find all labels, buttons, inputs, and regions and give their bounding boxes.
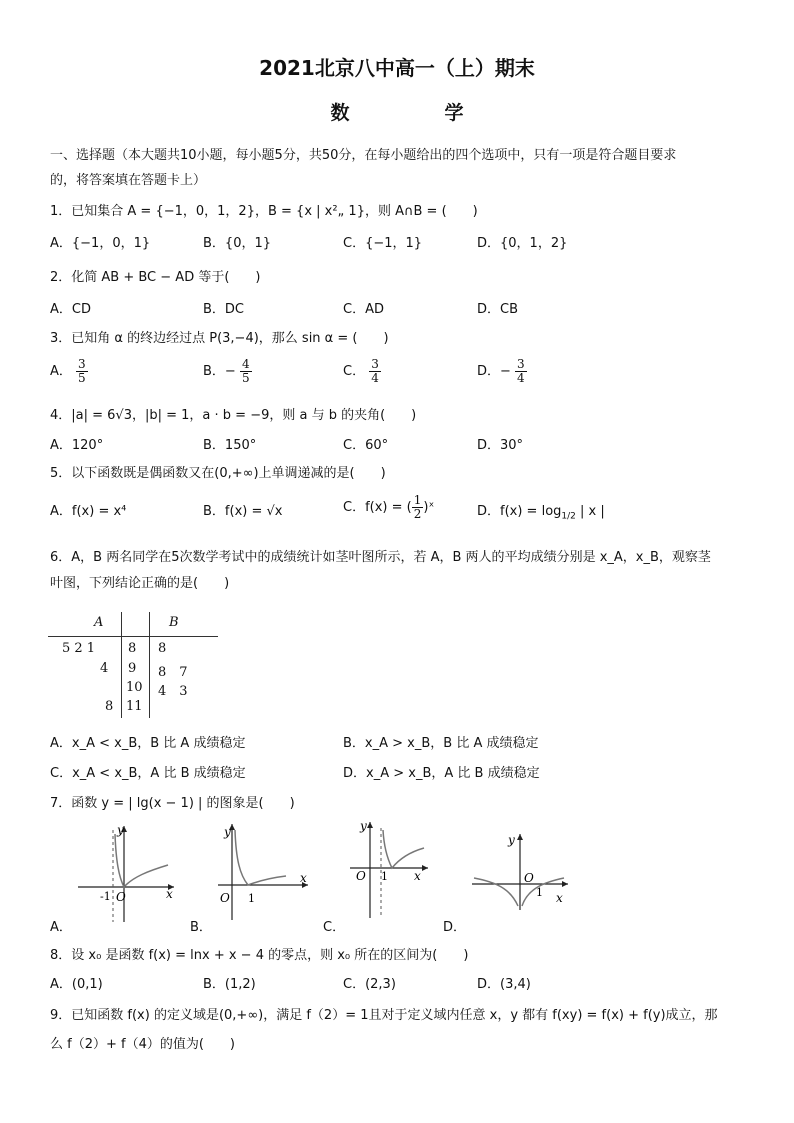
q3-option-d <box>477 358 527 385</box>
q7-option-b: B． <box>190 920 212 935</box>
q1-option-a: A．{−1，0，1} <box>50 236 151 251</box>
q8-option-d: D．(3,4) <box>477 977 531 992</box>
function-curve <box>235 830 286 885</box>
y-label: y <box>360 819 367 833</box>
q2-option-d: D．CB <box>477 302 519 317</box>
q7-graph-c <box>348 818 438 922</box>
x-label: x <box>166 887 173 901</box>
q2-option-c: C．AD <box>343 302 384 317</box>
q6-option-a: A．x_A < x_B，B 比 A 成绩稳定 <box>50 736 246 751</box>
q3-option-b-label: B．− <box>203 364 236 379</box>
question-2-stem: 2．化简 AB + BC − AD 等于( ) <box>50 270 261 285</box>
table-header-b: B <box>169 615 179 630</box>
question-7-stem: 7．函数 y = | lg(x − 1) | 的图象是( ) <box>50 796 295 811</box>
one-label: 1 <box>381 870 388 883</box>
q3-option-c-label: C． <box>343 364 366 379</box>
x-label: x <box>414 869 421 883</box>
q3-option-c <box>343 358 381 385</box>
y-label: y <box>117 823 124 837</box>
q3-option-b <box>203 358 252 385</box>
fraction-denominator: 4 <box>371 371 379 385</box>
function-curve-left <box>474 878 518 906</box>
q7-graph-d <box>470 830 574 912</box>
q2-option-b: B．DC <box>203 302 245 317</box>
section-instructions-line2: 的，将答案填在答题卡上） <box>50 173 207 188</box>
fraction-numerator: 4 <box>241 357 250 371</box>
function-curve <box>115 834 168 887</box>
q5-option-d-label: D．f(x) = log <box>477 504 562 519</box>
table-row-2-right: 8 7 <box>158 665 188 680</box>
y-axis-arrow <box>517 834 523 840</box>
q7-graph-b <box>214 820 310 924</box>
section-instructions-line1: 一、选择题（本大题共10小题，每小题5分，共50分，在每小题给出的四个选项中，只有一项是符合题目要求 <box>50 148 677 163</box>
question-9-stem-line1: 9．已知函数 f(x) 的定义域是(0,+∞)，满足 f（2）= 1且对于定义域内任意 x，y 都有 f(xy) = f(x) + f(y)成立，那 <box>50 1008 718 1023</box>
question-8-stem: 8．设 x₀ 是函数 f(x) = lnx + x − 4 的零点，则 x₀ 所在的区间为( ) <box>50 948 469 963</box>
table-row-4-stem: 11 <box>126 699 143 714</box>
q5-option-c-tail: )ˣ <box>423 500 435 515</box>
q1-option-d: D．{0，1，2} <box>477 236 568 251</box>
table-header-divider <box>48 636 218 637</box>
q1-option-b: B．{0，1} <box>203 236 272 251</box>
table-row-3-stem: 10 <box>126 680 143 695</box>
page-title: 2021北京八中高一（上）期末 <box>259 56 535 80</box>
table-row-3-right: 4 3 <box>158 684 188 699</box>
y-label: y <box>508 833 515 847</box>
fraction-numerator: 3 <box>371 357 379 371</box>
question-3-stem: 3．已知角 α 的终边经过点 P(3,−4)，那么 sin α = ( ) <box>50 331 389 346</box>
q5-option-c-label: C．f(x) = ( <box>343 500 412 515</box>
question-6-stem-line1: 6．A，B 两名同学在5次数学考试中的成绩统计如茎叶图所示，若 A，B 两人的平均成绩分别是 x_A，x_B，观察茎 <box>50 550 711 565</box>
q4-option-b: B．150° <box>203 438 257 453</box>
q4-option-d: D．30° <box>477 438 524 453</box>
question-1-stem: 1．已知集合 A = {−1，0，1，2}，B = {x | x²„ 1}，则 A∩B = ( ) <box>50 204 478 219</box>
q3-option-b-fraction <box>240 358 252 385</box>
q7-option-c: C． <box>323 920 346 935</box>
question-4-stem: 4．|a| = 6√3，|b| = 1，a · b = −9，则 a 与 b 的夹角( ) <box>50 408 417 423</box>
q5-option-d-tail: | x | <box>580 504 605 519</box>
one-label: 1 <box>536 886 543 899</box>
x-label: x <box>556 891 563 905</box>
fraction-numerator: 3 <box>78 357 86 371</box>
q6-option-c: C．x_A < x_B，A 比 B 成绩稳定 <box>50 766 246 781</box>
origin-label: O <box>356 869 366 883</box>
fraction-denominator: 4 <box>517 371 525 385</box>
x-axis-arrow <box>422 865 428 871</box>
table-stem-divider-left <box>121 612 122 718</box>
q5-option-b: B．f(x) = √x <box>203 504 283 519</box>
question-6-stem-line2: 叶图，下列结论正确的是( ) <box>50 576 230 591</box>
table-row-1-left: 5 2 1 <box>62 641 96 656</box>
table-row-1-right: 8 <box>158 641 167 656</box>
table-row-4-left: 8 <box>105 699 114 714</box>
q4-option-c: C．60° <box>343 438 389 453</box>
fraction-numerator: 1 <box>413 493 422 507</box>
q1-option-c: C．{−1，1} <box>343 236 423 251</box>
q8-option-b: B．(1,2) <box>203 977 256 992</box>
q4-option-a: A．120° <box>50 438 104 453</box>
y-axis-arrow <box>367 822 373 828</box>
q3-option-a-label: A． <box>50 364 72 379</box>
q6-option-d: D．x_A > x_B，A 比 B 成绩稳定 <box>343 766 540 781</box>
q3-option-a <box>50 358 88 385</box>
q5-option-c-fraction <box>412 494 424 521</box>
x-axis-arrow <box>562 881 568 887</box>
neg-one-label: -1 <box>100 890 111 903</box>
q5-option-d <box>477 500 605 522</box>
fraction-denominator: 2 <box>413 507 422 521</box>
origin-label: O <box>220 891 230 905</box>
origin-label: O <box>524 871 534 885</box>
function-curve <box>383 830 424 868</box>
table-row-2-stem: 9 <box>128 661 137 676</box>
question-5-stem: 5．以下函数既是偶函数又在(0,+∞)上单调递减的是( ) <box>50 466 386 481</box>
one-label: 1 <box>248 892 255 905</box>
table-row-2-left: 4 <box>100 661 109 676</box>
q5-option-a: A．f(x) = x⁴ <box>50 504 127 519</box>
q6-option-b: B．x_A > x_B，B 比 A 成绩稳定 <box>343 736 539 751</box>
subject-title: 数 学 <box>330 102 502 124</box>
q3-option-a-fraction <box>76 358 88 385</box>
fraction-numerator: 3 <box>517 357 525 371</box>
q2-option-a: A．CD <box>50 302 91 317</box>
stem-leaf-table <box>48 612 218 720</box>
fraction-denominator: 5 <box>241 371 250 385</box>
table-header-a: A <box>94 615 104 630</box>
table-stem-divider-right <box>149 612 150 718</box>
q7-graph-a <box>78 822 178 926</box>
q7-option-d: D． <box>443 920 467 935</box>
q3-option-d-fraction <box>515 358 527 385</box>
q7-option-a: A． <box>50 920 72 935</box>
y-label: y <box>224 825 231 839</box>
q5-option-d-base: 1/2 <box>561 511 576 522</box>
q8-option-c: C．(2,3) <box>343 977 396 992</box>
fraction-denominator: 5 <box>78 371 86 385</box>
q3-option-d-label: D．− <box>477 364 511 379</box>
q8-option-a: A．(0,1) <box>50 977 103 992</box>
origin-label: O <box>116 890 126 904</box>
question-9-stem-line2: 么 f（2）+ f（4）的值为( ) <box>50 1037 235 1052</box>
q3-option-c-fraction <box>369 358 381 385</box>
x-label: x <box>300 871 307 885</box>
table-row-1-stem: 8 <box>128 641 137 656</box>
q5-option-c <box>343 494 434 521</box>
